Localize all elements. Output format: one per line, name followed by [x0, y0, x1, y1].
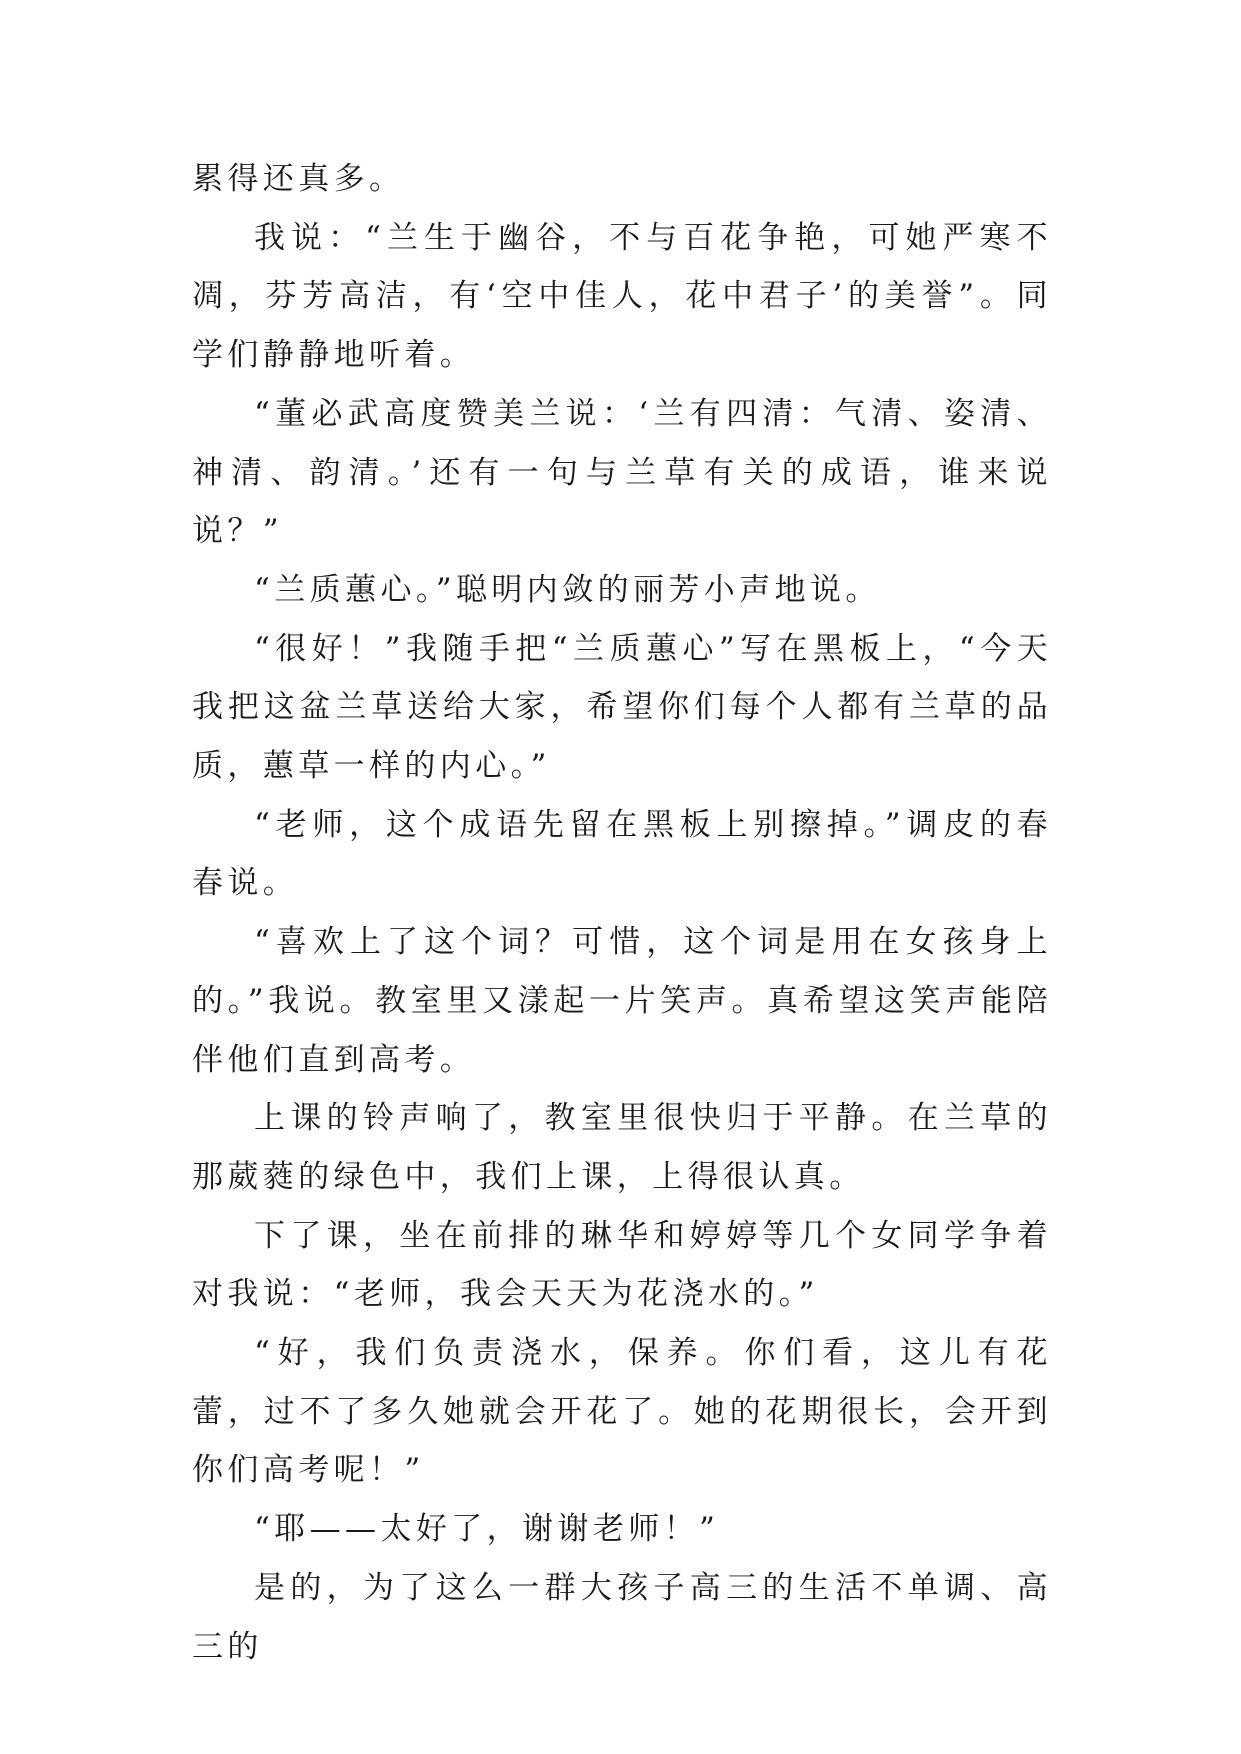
paragraph-9: 下了课，坐在前排的琳华和婷婷等几个女同学争着对我说：“老师，我会天天为花浇水的。” [192, 1217, 1052, 1313]
paragraph-1: 累得还真多。 [192, 161, 405, 197]
paragraph-6: “老师，这个成语先留在黑板上别擦掉。”调皮的春春说。 [192, 806, 1052, 902]
paragraph-3: “董必武高度赞美兰说：‘兰有四清：气清、姿清、神清、韵清。’还有一句与兰草有关的成语，谁来说说？” [192, 395, 1052, 550]
paragraph-5: “很好！”我随手把“兰质蕙心”写在黑板上，“今天我把这盆兰草送给大家，希望你们每个人都有兰草的品质，蕙草一样的内心。” [192, 630, 1052, 785]
paragraph-7: “喜欢上了这个词？可惜，这个词是用在女孩身上的。”我说。教室里又漾起一片笑声。真希望这笑声能陪伴他们直到高考。 [192, 924, 1052, 1078]
paragraph-4: “兰质蕙心。”聪明内敛的丽芳小声地说。 [254, 571, 881, 608]
paragraph-2: 我说：“兰生于幽谷，不与百花争艳，可她严寒不凋，芬芳高洁，有‘空中佳人，花中君子’的美誉”。同学们静静地听着。 [192, 219, 1052, 374]
paragraph-8: 上课的铃声响了，教室里很快归于平静。在兰草的那葳蕤的绿色中，我们上课，上得很认真。 [192, 1100, 1052, 1195]
paragraph-11: “耶——太好了，谢谢老师！” [254, 1511, 720, 1548]
document-body [192, 150, 1052, 1676]
paragraph-10: “好，我们负责浇水，保养。你们看，这儿有花蕾，过不了多久她就会开花了。她的花期很长，会开到你们高考呢！” [192, 1335, 1052, 1489]
paragraph-12: 是的，为了这么一群大孩子高三的生活不单调、高三的 [192, 1569, 1052, 1665]
